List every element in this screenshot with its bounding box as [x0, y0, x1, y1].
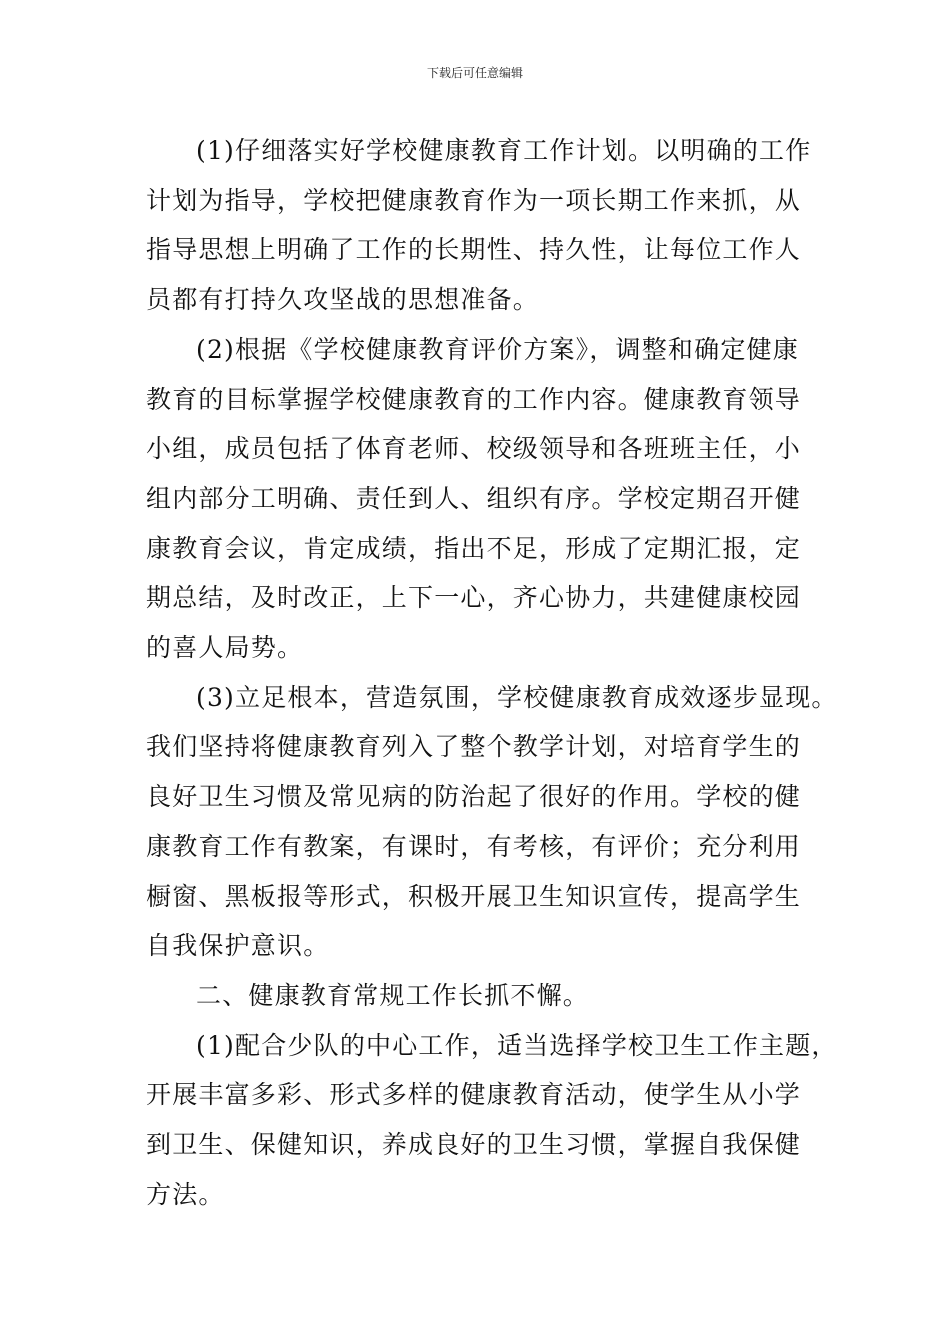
- page-header-note: 下载后可任意编辑: [426, 66, 523, 80]
- paragraph-line: 期总结，及时改正，上下一心，齐心协力，共建健康校园: [146, 583, 802, 613]
- paragraph-line: 橱窗、黑板报等形式，积极开展卫生知识宣传，提高学生: [146, 881, 802, 911]
- paragraph-line: 康教育工作有教案，有课时，有考核，有评价；充分利用: [146, 831, 802, 861]
- paragraph-line: 开展丰富多彩、形式多样的健康教育活动，使学生从小学: [146, 1080, 802, 1110]
- paragraph-line: 小组，成员包括了体育老师、校级领导和各班班主任，小: [146, 434, 802, 464]
- paragraph-line: 到卫生、保健知识，养成良好的卫生习惯，掌握自我保健: [146, 1130, 802, 1160]
- paragraph-line: (2)根据《学校健康教育评价方案》，调整和确定健康: [196, 334, 799, 364]
- paragraph-line: (3)立足根本，营造氛围，学校健康教育成效逐步显现。: [196, 682, 838, 712]
- paragraph-line: 教育的目标掌握学校健康教育的工作内容。健康教育领导: [146, 384, 802, 414]
- paragraph-1: [146, 126, 826, 325]
- section-heading: [146, 971, 826, 1021]
- paragraph-line: 指导思想上明确了工作的长期性、持久性，让每位工作人: [146, 235, 802, 265]
- paragraph-line: 二、健康教育常规工作长抓不懈。: [196, 980, 590, 1010]
- paragraph-line: 方法。: [146, 1179, 225, 1209]
- paragraph-line: (1)配合少队的中心工作，适当选择学校卫生工作主题，: [196, 1030, 838, 1060]
- document-body: [146, 126, 838, 1219]
- paragraph-line: 良好卫生习惯及常见病的防治起了很好的作用。学校的健: [146, 782, 802, 812]
- paragraph-line: 员都有打持久攻坚战的思想准备。: [146, 285, 540, 315]
- paragraph-line: 组内部分工明确、责任到人、组织有序。学校定期召开健: [146, 483, 802, 513]
- paragraph-3: [146, 673, 838, 971]
- paragraph-line: 我们坚持将健康教育列入了整个教学计划，对培育学生的: [146, 732, 802, 762]
- paragraph-line: 的喜人局势。: [146, 633, 304, 663]
- paragraph-line: 康教育会议，肯定成绩，指出不足，形成了定期汇报，定: [146, 533, 802, 563]
- paragraph-2: [146, 325, 826, 673]
- paragraph-line: 自我保护意识。: [146, 931, 330, 961]
- paragraph-line: 计划为指导，学校把健康教育作为一项长期工作来抓，从: [146, 185, 802, 215]
- paragraph-line: (1)仔细落实好学校健康教育工作计划。以明确的工作: [196, 136, 812, 165]
- paragraph-4: [146, 1021, 838, 1220]
